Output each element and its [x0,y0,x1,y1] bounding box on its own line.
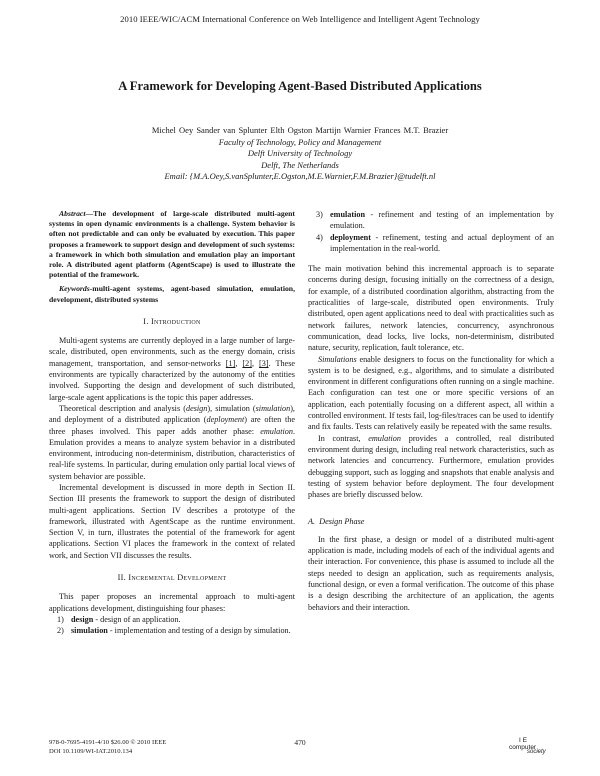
section-heading-incremental-development [49,572,295,583]
conference-header: 2010 IEEE/WIC/ACM International Conference on Web Intelligence and Intelligent Agent Technology [120,14,480,24]
citation-link-3[interactable]: [3] [259,358,269,368]
section-title: Incremental Development [128,573,227,583]
section-title: Introduction [151,316,201,326]
intro-paragraph-2: Theoretical description and analysis (design), simulation (simulation), and deployment of a distributed application (deployment) are often the three phases involved. This paper adds another phase: emulation. Emulation provides a means to analyze system behavior in a distributed environment, introducing non-determinism, distribution, characteristics of real-life systems. In particular, during emulation only partial local views of system behavior are possible. [49,403,295,481]
dev-paragraph-1: This paper proposes an incremental approach to multi-agent applications development, distinguishing four phases: [49,592,295,613]
dev-paragraph-3: Simulations enable designers to focus on the functionality for which a system is to be designed, e.g., algorithms, and to simulate a distributed environment in different configurations often running on a single machine. Each configuration can test one or more specific versions of an application, each potentially focusing on a different aspect, all within a controlled environment. If tests fail, log-files/traces can be used to identify and fix faults. Tests can relatively easily be repeated with the same results. [308,354,554,432]
phase-list-item: 3) emulation - refinement and testing of an implementation by emulation. [316,210,554,231]
keywords-label: Keywords [59,284,90,294]
author-location: Delft, The Netherlands [261,159,339,170]
section-number: I. [143,316,149,326]
section-number: II. [117,573,126,583]
subsection-heading-design-phase: A. Design Phase [308,517,365,527]
intro-paragraph-3: Incremental development is discussed in more depth in Section II. Section III presents the framework to support the design of distributed multi-agent applications. Section IV describes a prototype of the framework, illustrated with AgentScape as the runtime environment. Section V, in turn, illustrates the potential of the framework for agent applications. Section VI places the framework in the context of related work, and Section VII discusses the results. [49,482,295,560]
left-column [49,209,295,637]
paper-title: A Framework for Developing Agent-Based Distributed Applications [118,79,482,93]
page-number: 470 [294,738,306,747]
author-university: Delft University of Technology [247,148,353,158]
author-faculty: Faculty of Technology, Policy and Management [218,136,382,147]
footer-doi: DOI 10.1109/WI-IAT.2010.134 [49,748,133,755]
right-column [308,209,554,613]
dev-paragraph-4: In contrast, emulation provides a controlled, real distributed environment during design, including real network characteristics, such as network latencies and concurrency. Furthermore, emulation provides debugging support, such as logging and snapshots that enable analysis and testing of system behavior before deployment. The four development phases are briefly discussed below. [308,433,554,500]
author-email: Email: {M.A.Oey,S.vanSplunter,E.Ogston,M.E.Warnier,F.M.Brazier}@tudelft.nl [164,171,436,181]
dev-paragraph-2: The main motivation behind this incremental approach is to separate concerns during design, focusing initially on the correctness of a design, for example, of a distributed coordination algorithm, abstracting from the practicalities of large-scale, distributed open environments. Truly distributed, open agent applications need to deal with practicalities such as network failures, network latencies, concurrency, asynchronous communication, dead locks, live locks, non-determinism, distributed nature, security, replication, fault tolerance, etc. [308,264,554,353]
intro-paragraph-1: Multi-agent systems are currently deployed in a large number of large-scale, distributed, open environments, such as the energy domain, crisis management, transportation, and sensor-networks [1], [2], [3]. These environments are typically characterized by the autonomy of the entities involved. Supporting the design and development of such distributed, large-scale agent applications is the topic this paper addresses. [49,336,296,402]
abstract-text: —The development of large-scale distributed multi-agent systems in open dynamic environments is a challenge. System behavior is often not predictable and can only be evaluated by execution. This paper proposes a framework to support design and development of such systems: a framework in which both simulation and emulation play an important role. A distributed agent platform (AgentScape) is used to illustrate the potential of the framework. [49,209,295,280]
keywords [49,284,295,304]
keywords-text: -multi-agent systems, agent-based simulation, emulation, development, distributed systems [49,284,295,304]
author-block [0,125,600,183]
phase-list-item: 1) design - design of an application. [57,614,181,624]
ieee-computer-society-logo: I E computer society [509,737,546,755]
citation-link-2[interactable]: [2] [242,358,252,368]
footer-isbn: 978-0-7695-4191-4/10 $26.00 © 2010 IEEE [49,739,167,746]
section-heading-introduction [49,316,295,327]
author-names: Michel Oey Sander van Splunter Elth Ogston Martijn Warnier Frances M.T. Brazier [151,125,449,135]
design-phase-paragraph: In the first phase, a design or model of a distributed multi-agent application is made, including models of each of the individual agents and their interaction. For convenience, this phase is assumed to include all the steps needed to design an application, such as requirements analysis, functional design, or even a formal verification. The outcome of this phase is a design describing the architecture of an application, the agents behaviors and their interaction. [308,534,554,612]
citation-link-1[interactable]: [1] [225,358,236,368]
abstract [49,209,295,280]
phase-list-item: 2) simulation - implementation and testing of a design by simulation. [57,626,291,636]
abstract-label: Abstract [59,209,86,218]
phase-list-item: 4) deployment - refinement, testing and actual deployment of an implementation in the real-world. [316,232,554,253]
